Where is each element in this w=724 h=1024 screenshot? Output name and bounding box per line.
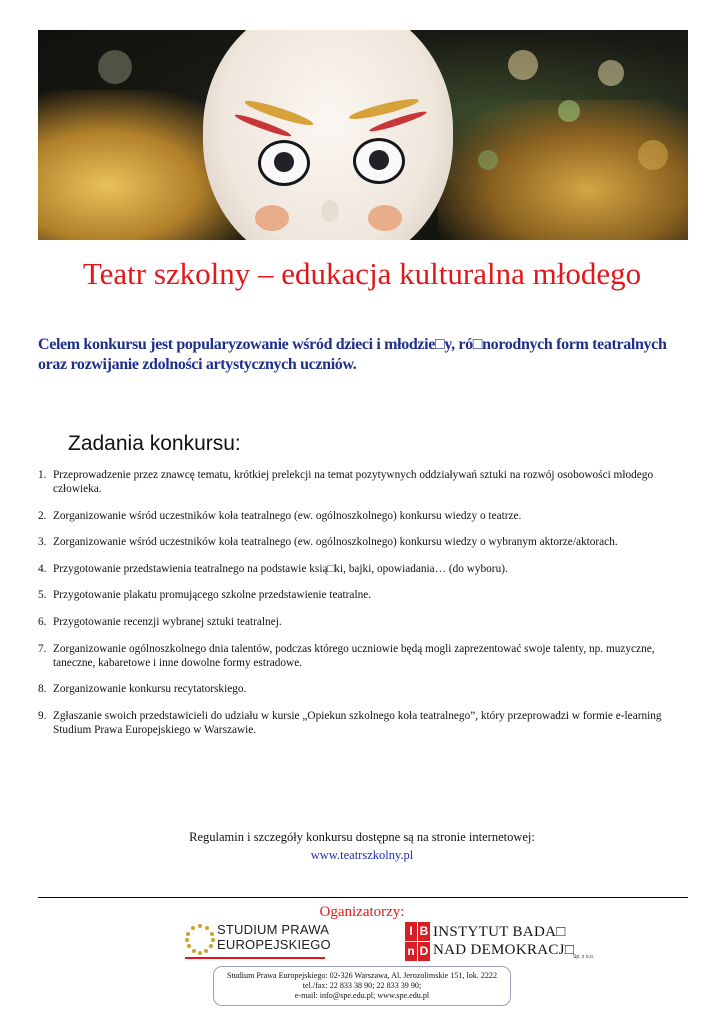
list-item-number: 2. bbox=[38, 509, 47, 522]
list-item-text: Przygotowanie przedstawienia teatralnego na podstawie ksią□ki, bajki, opowiadania… (do wyboru). bbox=[53, 562, 508, 575]
list-item bbox=[38, 615, 690, 629]
bokeh-light bbox=[558, 100, 580, 122]
gold-fabric-right bbox=[438, 100, 688, 240]
tasks-heading: Zadania konkursu: bbox=[68, 432, 241, 455]
lead-paragraph: Celem konkursu jest popularyzowanie wśród dzieci i młodzie□y, ró□norodnych form teatralnych oraz rozwijanie zdolności artystycznych uczniów. bbox=[38, 336, 667, 373]
list-item bbox=[38, 709, 690, 737]
ibnd-mark-bottom: n bbox=[405, 942, 417, 961]
list-item bbox=[38, 642, 690, 670]
spe-logo-line2: EUROPEJSKIEGO bbox=[217, 937, 331, 952]
list-item bbox=[38, 562, 690, 576]
ibnd-mark-bottom-d: D bbox=[418, 942, 430, 961]
list-item-text: Zorganizowanie ogólnoszkolnego dnia talentów, podczas którego uczniowie będą mogli zaprezentować swoje talenty, np. muzyczne, taneczne, kabaretowe i inne dowolne formy estradowe. bbox=[53, 642, 655, 669]
spe-logo-bar bbox=[185, 957, 325, 959]
hero-photo bbox=[38, 30, 688, 240]
list-item-text: Zorganizowanie wśród uczestników koła teatralnego (ew. ogólnoszkolnego) konkursu wiedzy o wybranym aktorze/aktorach. bbox=[53, 536, 618, 549]
list-item-number: 3. bbox=[38, 536, 47, 549]
doll-nose bbox=[321, 200, 339, 222]
list-item-number: 7. bbox=[38, 642, 47, 655]
contact-address: Studium Prawa Europejskiego: 02-326 Warszawa, Al. Jerozolimskie 151, lok. 2222 bbox=[226, 971, 498, 980]
list-item bbox=[38, 509, 690, 523]
list-item-number: 4. bbox=[38, 562, 47, 575]
spe-logo bbox=[185, 922, 335, 964]
bokeh-light bbox=[98, 50, 132, 84]
ibnd-mark-top: I bbox=[405, 922, 417, 941]
contact-email: e-mail: info@spe.edu.pl; www.spe.edu.pl bbox=[294, 991, 430, 1001]
ibnd-mark-top-b: B bbox=[418, 922, 430, 941]
spe-logo-line1: STUDIUM PRAWA bbox=[217, 922, 330, 937]
doll-face bbox=[203, 30, 453, 240]
contact-box bbox=[213, 966, 511, 1006]
ibnd-name-line1: INSTYTUT BADA□ bbox=[433, 924, 566, 940]
ibnd-mark-icon bbox=[405, 922, 431, 962]
eu-stars-icon bbox=[185, 924, 215, 954]
list-item-number: 6. bbox=[38, 615, 47, 628]
website-link[interactable]: www.teatrszkolny.pl bbox=[310, 848, 414, 862]
bokeh-light bbox=[478, 150, 498, 170]
list-item bbox=[38, 682, 690, 696]
list-item bbox=[38, 588, 690, 602]
list-item-text: Przygotowanie recenzji wybranej sztuki teatralnej. bbox=[53, 615, 282, 628]
list-item-number: 1. bbox=[38, 469, 47, 481]
list-item-text: Przeprowadzenie przez znawcę tematu, krótkiej prelekcji na temat pozytywnych oddziaływań sztuki na rozwój osobowości młodego człowieka. bbox=[53, 469, 654, 495]
doll-eye-left bbox=[258, 140, 310, 186]
bokeh-light bbox=[638, 140, 668, 170]
ibnd-suffix: Sp. z o.o. bbox=[573, 954, 595, 960]
list-item-text: Przygotowanie plakatu promującego szkolne przedstawienie teatralne. bbox=[53, 589, 372, 602]
ibnd-name-line2: NAD DEMOKRACJ□ bbox=[433, 942, 575, 958]
organizers-label: Oganizatorzy: bbox=[319, 904, 405, 920]
rules-text: Regulamin i szczegóły konkursu dostępne są na stronie internetowej: bbox=[189, 830, 535, 844]
ibnd-logo bbox=[405, 922, 605, 968]
doll-eye-right bbox=[353, 138, 405, 184]
doll-cheek-left bbox=[255, 205, 289, 231]
list-item-number: 9. bbox=[38, 709, 47, 722]
list-item bbox=[38, 468, 690, 496]
list-item-text: Zorganizowanie wśród uczestników koła teatralnego (ew. ogólnoszkolnego) konkursu wiedzy o teatrze. bbox=[53, 509, 522, 522]
contact-phone: tel./fax: 22 833 38 90; 22 833 39 90; bbox=[302, 981, 422, 991]
bokeh-light bbox=[598, 60, 624, 86]
bokeh-light bbox=[508, 50, 538, 80]
rules-note bbox=[0, 828, 724, 864]
divider bbox=[38, 897, 688, 898]
list-item-text: Zorganizowanie konkursu recytatorskiego. bbox=[53, 683, 247, 696]
list-item bbox=[38, 535, 690, 549]
tasks-list bbox=[38, 468, 690, 749]
list-item-text: Zgłaszanie swoich przedstawicieli do udziału w kursie „Opiekun szkolnego koła teatralnego”, który przeprowadzi w formie e-learning Studium Prawa Europejskiego w Warszawie. bbox=[53, 709, 662, 736]
page-title: Teatr szkolny – edukacja kulturalna młodego bbox=[82, 256, 642, 291]
list-item-number: 8. bbox=[38, 683, 47, 696]
doll-cheek-right bbox=[368, 205, 402, 231]
list-item-number: 5. bbox=[38, 589, 47, 602]
